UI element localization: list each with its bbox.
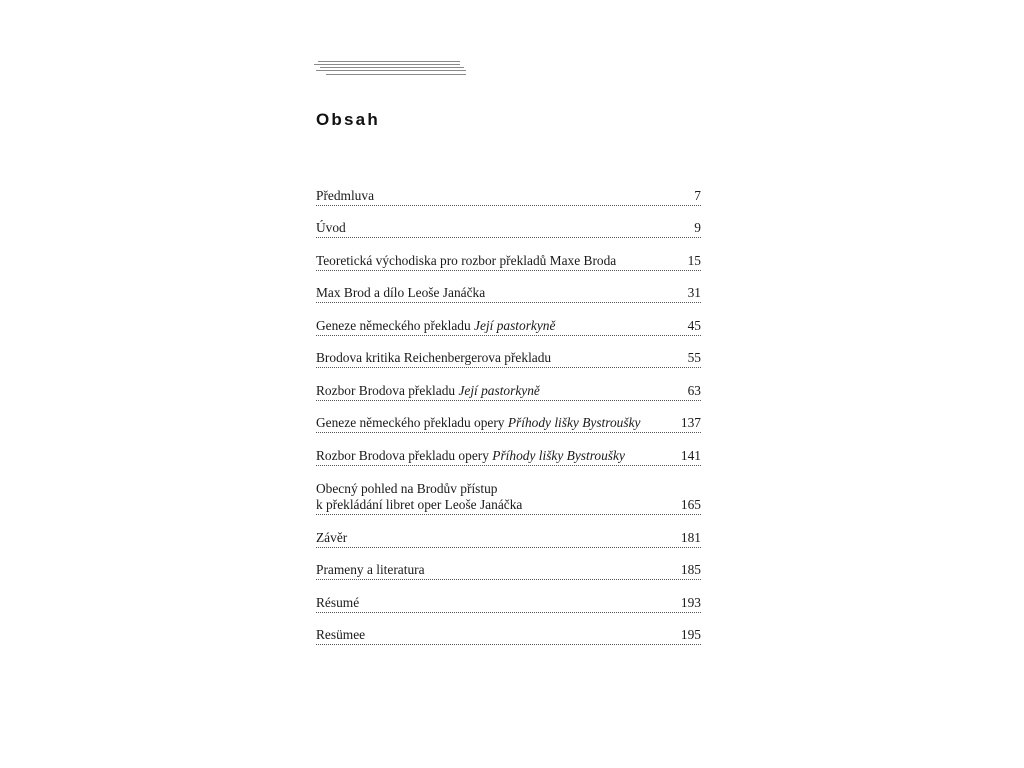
toc-entry[interactable] xyxy=(316,382,701,401)
toc-entry-text: Prameny a literatura xyxy=(316,562,425,577)
decorative-rule-ornament xyxy=(314,60,468,78)
toc-entry-page-number: 9 xyxy=(694,220,701,235)
toc-entry[interactable] xyxy=(316,187,701,206)
toc-entry-text: Rozbor Brodova překladu opery xyxy=(316,448,493,463)
toc-entry-title xyxy=(316,595,359,611)
toc-entry-title xyxy=(316,415,640,431)
toc-entry-text: Geneze německého překladu opery xyxy=(316,415,508,430)
toc-entry-italic-title: Její pastorkyně xyxy=(458,383,540,398)
toc-entry-title xyxy=(316,627,365,643)
toc-entry-title xyxy=(316,448,625,464)
toc-entry-page-number: 185 xyxy=(680,562,701,577)
toc-entry-title xyxy=(316,285,485,301)
toc-entry[interactable] xyxy=(316,284,701,303)
toc-entry-page-number: 181 xyxy=(680,530,701,545)
toc-entry-text: Résumé xyxy=(316,595,360,610)
toc-entry[interactable] xyxy=(316,479,701,515)
toc-entry-text: Max Brod a dílo Leoše Janáčka xyxy=(316,285,486,300)
toc-entry-text: Resümee xyxy=(316,627,366,642)
toc-entry-page-number: 15 xyxy=(687,253,701,268)
toc-entry-text: Závěr xyxy=(316,530,348,545)
toc-entry-title-line1: Obecný pohled na Brodův přístup xyxy=(316,481,498,496)
toc-entry[interactable] xyxy=(316,349,701,368)
toc-entry[interactable] xyxy=(316,447,701,466)
toc-title: Obsah xyxy=(316,110,380,129)
toc-entry[interactable] xyxy=(316,414,701,433)
toc-entry-page-number: 31 xyxy=(687,285,701,300)
toc-entry[interactable] xyxy=(316,252,701,271)
toc-entry-title-line2: k překládání libret oper Leoše Janáčka xyxy=(316,497,523,512)
toc-entry-italic-title: Příhody lišky Bystroušky xyxy=(507,415,641,430)
toc-entry-page-number: 45 xyxy=(687,318,701,333)
toc-entry-title xyxy=(316,253,616,269)
toc-entry-title xyxy=(316,220,346,236)
toc-entry-page-number: 165 xyxy=(680,497,701,512)
toc-entry-italic-title: Příhody lišky Bystroušky xyxy=(492,448,625,463)
toc-entry[interactable] xyxy=(316,594,701,613)
toc-entry-page-number: 137 xyxy=(680,415,701,430)
toc-entry-page-number: 7 xyxy=(694,188,701,203)
toc-entry-title xyxy=(316,481,522,513)
toc-entry[interactable] xyxy=(316,626,701,645)
toc-entry-text: Předmluva xyxy=(316,188,375,203)
toc-entry-text: Brodova kritika Reichenbergerova překladu xyxy=(316,350,552,365)
toc-entry[interactable] xyxy=(316,561,701,580)
toc-entry-italic-title: Její pastorkyně xyxy=(474,318,556,333)
toc-entry-page-number: 193 xyxy=(680,595,701,610)
toc-entry-title xyxy=(316,562,425,578)
toc-entry-title xyxy=(316,383,540,399)
toc-entry-title xyxy=(316,188,374,204)
toc-entry-page-number: 63 xyxy=(687,383,701,398)
toc-entry-title xyxy=(316,318,555,334)
toc-entry-page-number: 195 xyxy=(680,627,701,642)
toc-entry-text: Úvod xyxy=(316,220,346,235)
toc-entry-text: Rozbor Brodova překladu xyxy=(316,383,459,398)
toc-entry[interactable] xyxy=(316,219,701,238)
toc-entry-page-number: 55 xyxy=(687,350,701,365)
toc-entry[interactable] xyxy=(316,317,701,336)
toc-entry-title xyxy=(316,530,347,546)
toc-entry[interactable] xyxy=(316,529,701,548)
toc-entry-text: Teoretická východiska pro rozbor překladů Maxe Broda xyxy=(316,253,617,268)
toc-entry-page-number: 141 xyxy=(680,448,701,463)
toc-entry-text: Geneze německého překladu xyxy=(316,318,475,333)
toc-entry-title xyxy=(316,350,551,366)
